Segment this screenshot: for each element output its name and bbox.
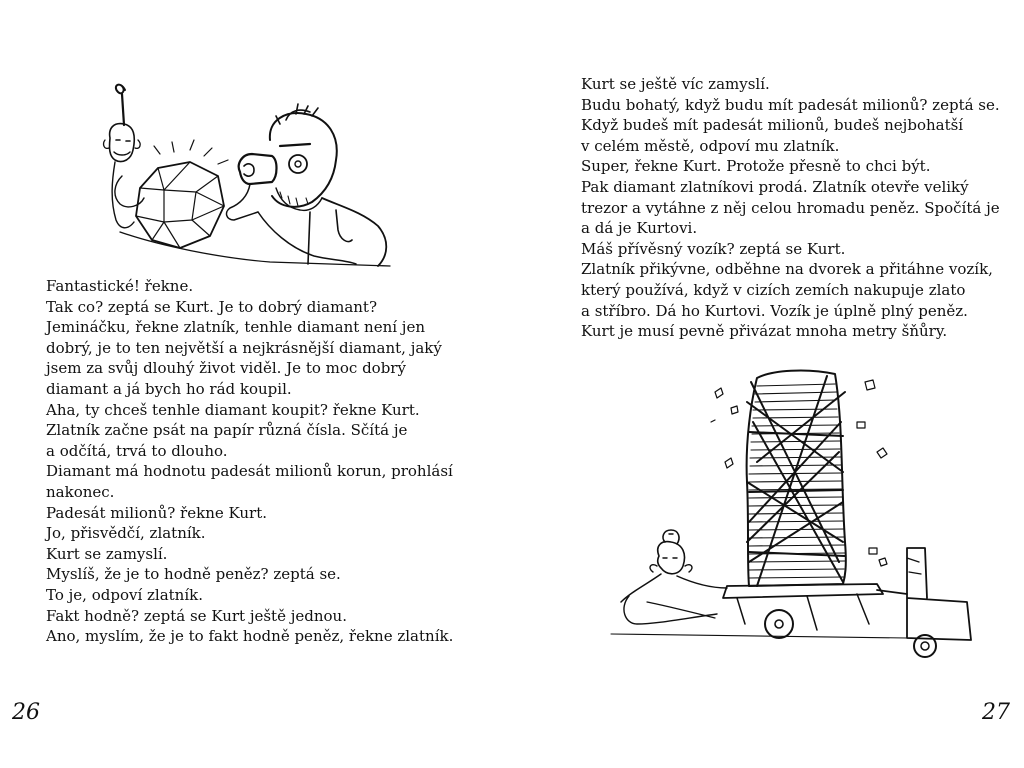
text-line: Myslíš, že je to hodně peněz? zeptá se. [46,565,341,584]
text-line: Fantastické! řekne. [46,277,194,295]
text-line: Zlatník přikývne, odběhne na dvorek a přitáhne vozík, [581,260,993,279]
text-line: Budu bohatý, když budu mít padesát milionů? zeptá se. [581,95,1000,114]
money-stack-on-trailer-illustration [607,362,987,672]
text-line: Padesát milionů? řekne Kurt. [46,503,268,522]
left-page-text [46,276,453,647]
text-line: a stříbro. Dá ho Kurtovi. Vozík je úplně plný peněz. [581,301,968,320]
text-line: nakonec. [46,482,115,501]
text-line: dobrý, je to ten největší a nejkrásnější diamant, jaký [46,338,442,357]
text-line: jsem za svůj dlouhý život viděl. Je to moc dobrý [46,359,406,378]
text-line: Jo, přisvědčí, zlatník. [46,524,206,543]
text-line: diamant a já bych ho rád koupil. [46,379,292,398]
text-line: který používá, když v cizích zemích nakupuje zlato [581,280,966,299]
text-line: Kurt se zamyslí. [46,544,168,563]
text-line: Když budeš mít padesát milionů, budeš nejbohatší [581,116,964,135]
text-line: Fakt hodně? zeptá se Kurt ještě jednou. [46,606,347,625]
text-line: trezor a vytáhne z něj celou hromadu peněz. Spočítá je [581,198,1000,217]
text-line: To je, odpoví zlatník. [46,585,203,604]
page-number-right: 27 [982,700,1010,725]
text-line: Ano, myslím, že je to fakt hodně peněz, řekne zlatník. [46,627,454,646]
text-line: Aha, ty chceš tenhle diamant koupit? řekne Kurt. [46,400,420,419]
text-line: Jemináčku, řekne zlatník, tenhle diamant není jen [46,318,425,337]
right-page [512,0,1024,768]
jeweler-examining-diamond-illustration [100,80,400,270]
text-line: a dá je Kurtovi. [581,219,698,238]
text-line: Diamant má hodnotu padesát milionů korun, prohlásí [46,462,453,481]
text-line: v celém městě, odpoví mu zlatník. [581,136,840,155]
text-line: Tak co? zeptá se Kurt. Je to dobrý diamant? [46,297,377,316]
text-line: Zlatník začne psát na papír různá čísla. Sčítá je [46,421,408,440]
text-line: Máš přívěsný vozík? zeptá se Kurt. [581,239,846,258]
text-line: Pak diamant zlatníkovi prodá. Zlatník otevře veliký [581,177,969,196]
right-page-text [581,74,1000,342]
text-line: Kurt se ještě víc zamyslí. [581,75,770,93]
text-line: Kurt je musí pevně přivázat mnoha metry šňůry. [581,322,948,341]
page-number-left: 26 [12,700,40,725]
text-line: Super, řekne Kurt. Protože přesně to chci být. [581,157,931,176]
text-line: a odčítá, trvá to dlouho. [46,441,228,460]
